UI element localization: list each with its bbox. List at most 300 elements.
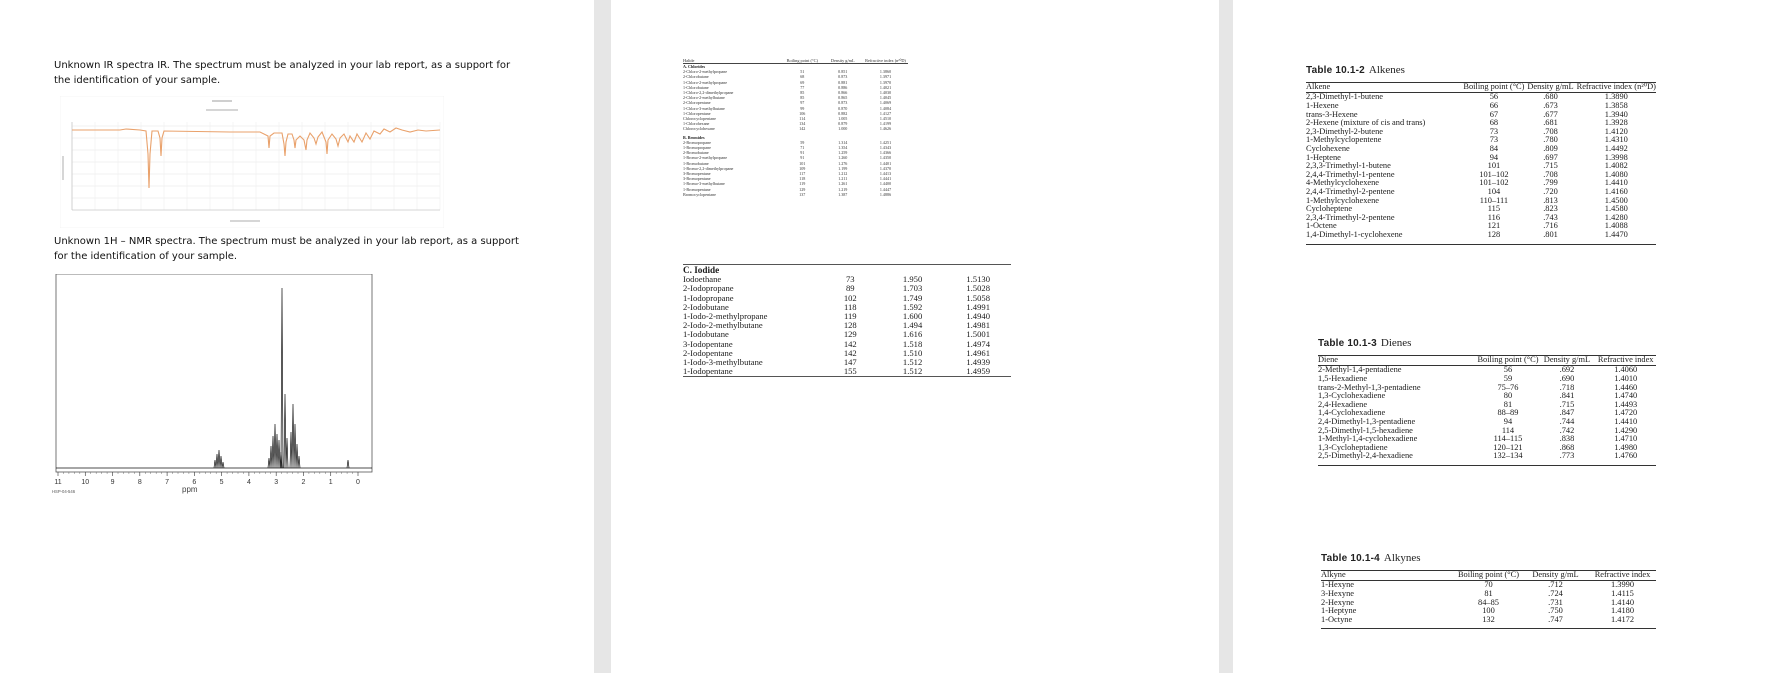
alkenes-table-name: Alkenes: [1368, 64, 1405, 76]
refractive-index-value: 1.4626: [879, 126, 892, 132]
table-row: [1318, 392, 1656, 401]
density-value: 1.005: [838, 116, 848, 122]
alkenes-table-title: [1306, 64, 1656, 76]
compound-name: 1-Chlorohexane: [683, 121, 710, 127]
density-value: .868: [1559, 442, 1575, 452]
refractive-index-value: 1.4981: [966, 320, 990, 331]
boiling-point-value: 73: [1489, 135, 1499, 145]
refractive-index-value: 1.3928: [1604, 118, 1628, 128]
density-value: .823: [1543, 204, 1558, 214]
table-row: [1306, 231, 1656, 244]
boiling-point-value: 109: [799, 165, 806, 171]
nmr-tick-label: 2: [301, 479, 306, 486]
density-value: .742: [1559, 425, 1575, 435]
density-value: 1.259: [838, 150, 848, 156]
refractive-index-value: 1.4470: [1577, 231, 1656, 244]
refractive-index-value: 1.4413: [879, 171, 892, 177]
boiling-point-value: 85: [800, 90, 805, 96]
compound-name: 1-Bromobutane: [683, 160, 709, 166]
refractive-index-value: 1.4974: [966, 338, 990, 349]
density-value: 0.873: [838, 74, 848, 80]
nmr-tick-label: 0: [356, 479, 360, 486]
boiling-point-value: 97: [800, 100, 805, 106]
density-value: .708: [1543, 126, 1558, 136]
compound-name: 2,3-Dimethyl-1-butene: [1306, 92, 1383, 102]
boiling-point-value: 134: [799, 121, 806, 127]
nmr-tick-label: 11: [54, 479, 62, 486]
col-header-halide: Halide: [683, 58, 782, 64]
boiling-point-value: 115: [1487, 204, 1501, 214]
density-value: .715: [1543, 161, 1558, 171]
density-value: .715: [1559, 399, 1575, 409]
density-value: 1.518: [902, 338, 923, 349]
refractive-index-value: 1.4045: [879, 95, 892, 101]
density-value: .731: [1548, 597, 1563, 607]
alkenes-table: [1306, 82, 1656, 245]
refractive-index-value: 1.4760: [1595, 452, 1656, 465]
density-value: 1.703: [902, 283, 923, 294]
boiling-point-value: 142: [843, 347, 857, 358]
refractive-index-value: 1.4720: [1614, 408, 1638, 418]
refractive-index-value: 1.4410: [1614, 416, 1638, 426]
nmr-tick-label: 7: [165, 479, 170, 486]
table-row: [1321, 616, 1656, 629]
boiling-point-value: 101–102: [1479, 178, 1509, 188]
compound-name: 1-Bromo-3-methylbutane: [683, 181, 725, 187]
boiling-point-value: 99: [800, 105, 805, 111]
boiling-point-value: 51: [800, 69, 805, 75]
density-value: .692: [1559, 365, 1575, 375]
iodide-section-title: C. Iodide: [683, 265, 821, 276]
density-value: .716: [1543, 221, 1558, 231]
iodide-table: [683, 264, 1011, 377]
compound-name: Chlorocyclohexane: [683, 126, 715, 132]
refractive-index-value: 1.4961: [966, 347, 990, 358]
refractive-index-value: 1.4492: [1604, 143, 1628, 153]
refractive-index-value: 1.4401: [879, 160, 892, 166]
col-header-density: Density g/mL: [1522, 571, 1589, 581]
compound-name: 2-Chloropentane: [683, 100, 711, 106]
compound-name: trans-2-Methyl-1,3-pentadiene: [1318, 382, 1421, 392]
refractive-index-value: 1.4180: [1610, 606, 1635, 616]
compound-name: 1-Methylcyclopentene: [1306, 135, 1382, 145]
boiling-point-value: 119: [799, 181, 806, 187]
alkenes-table-block: [1306, 64, 1656, 245]
compound-name: 2-Bromobutane: [683, 150, 709, 156]
boiling-point-value: 121: [1487, 221, 1501, 231]
boiling-point-value: 147: [843, 357, 857, 368]
refractive-index-value: 1.4084: [879, 105, 892, 111]
compound-name: 1-Bromo-2-methylpropane: [683, 155, 728, 161]
compound-name: 2-Methyl-1,4-pentadiene: [1318, 365, 1402, 375]
boiling-point-value: 66: [1489, 101, 1499, 110]
alkynes-table-block: [1321, 552, 1656, 629]
compound-name: 1,4-Dimethyl-1-cyclohexene: [1306, 231, 1463, 244]
compound-name: 3-Iodopentane: [683, 338, 733, 349]
col-header-refractive-index: Refractive index (n²⁰D): [863, 58, 908, 64]
table-row: [1318, 452, 1656, 465]
compound-name: trans-3-Hexene: [1306, 109, 1358, 119]
boiling-point-value: 89: [845, 283, 855, 294]
ir-plot-title: [212, 100, 232, 102]
section-title: A. Chlorides: [683, 64, 706, 69]
density-value: .747: [1522, 616, 1589, 629]
density-value: .718: [1559, 382, 1575, 392]
refractive-index-value: 1.5028: [966, 283, 990, 294]
refractive-index-value: 1.4021: [879, 84, 892, 90]
density-value: 1.592: [902, 301, 923, 312]
ir-axis-label: [230, 220, 260, 222]
boiling-point-value: 88–89: [1497, 408, 1519, 418]
boiling-point-value: 71: [800, 145, 805, 151]
compound-name: 2-Iodobutane: [683, 301, 729, 312]
table-row: [683, 367, 1011, 377]
refractive-index-value: 1.3890: [1604, 92, 1628, 102]
boiling-point-value: 128: [843, 320, 857, 331]
compound-name: 1-Chloro-2-methylpropane: [683, 79, 728, 85]
density-value: .801: [1524, 231, 1576, 244]
document-page-2: [611, 0, 1219, 673]
compound-name: 1-Chloro-3-methylbutane: [683, 105, 725, 111]
compound-name: Cycloheptene: [1306, 204, 1353, 214]
col-header-boiling-point: Boiling point (°C): [1463, 82, 1525, 91]
refractive-index-value: 1.4115: [1611, 589, 1634, 598]
boiling-point-value: 85: [800, 95, 805, 101]
nmr-tick-label: 3: [274, 479, 279, 486]
col-header-alkyne: Alkyne: [1321, 571, 1455, 581]
refractive-index-value: 1.3998: [1604, 152, 1628, 162]
refractive-index-value: 1.4370: [879, 165, 892, 171]
refractive-index-value: 1.5130: [966, 274, 990, 285]
col-header-refractive-index: Refractive index: [1589, 571, 1656, 581]
refractive-index-value: 1.5001: [966, 329, 990, 340]
nmr-tick-label: 6: [192, 479, 197, 486]
boiling-point-value: 68: [1489, 118, 1499, 128]
compound-name: 1-Methyl-1,4-cyclohexadiene: [1318, 434, 1418, 444]
refractive-index-value: 1.4441: [879, 176, 892, 182]
boiling-point-value: 69: [800, 79, 805, 85]
density-value: .750: [1548, 606, 1563, 616]
col-header-boiling-point: Boiling point (°C): [1455, 571, 1522, 581]
compound-name: 2-Bromopropane: [683, 139, 711, 145]
refractive-index-value: 1.4940: [966, 311, 990, 322]
compound-name: 1-Iodopentane: [683, 367, 821, 377]
refractive-index-value: 1.4120: [1604, 126, 1628, 136]
refractive-index-value: 1.4310: [1604, 135, 1628, 145]
compound-name: 1-Iodo-3-methylbutane: [683, 357, 763, 368]
boiling-point-value: 81: [1484, 589, 1493, 598]
boiling-point-value: 118: [799, 176, 806, 182]
compound-name: 1-Octyne: [1321, 616, 1455, 629]
compound-name: 2-Iodopropane: [683, 283, 734, 294]
compound-name: 1-Iodopropane: [683, 292, 734, 303]
density-value: 0.873: [838, 100, 848, 106]
nmr-spectrum-figure: [50, 274, 376, 498]
compound-name: 2,4-Hexadiene: [1318, 399, 1368, 409]
compound-name: Cyclohexene: [1306, 143, 1350, 153]
density-value: .813: [1543, 195, 1558, 205]
compound-name: 2,3,3-Trimethyl-1-butene: [1306, 161, 1391, 171]
compound-name: 1-Hexyne: [1321, 580, 1355, 590]
boiling-point-value: 104: [1487, 186, 1501, 196]
compound-name: 1-Iodobutane: [683, 329, 729, 340]
refractive-index-value: 1.3860: [879, 69, 892, 75]
density-value: .724: [1548, 589, 1563, 598]
boiling-point-value: 102: [843, 292, 857, 303]
nmr-tick-label: 1: [328, 479, 333, 486]
boiling-point-value: 84: [1489, 143, 1499, 153]
density-value: 1.749: [902, 292, 923, 303]
refractive-index-value: 1.4280: [1604, 212, 1628, 222]
refractive-index-value: 1.4160: [1604, 186, 1628, 196]
density-value: .712: [1548, 580, 1563, 590]
density-value: 1.512: [902, 357, 923, 368]
density-value: 0.865: [838, 95, 848, 101]
refractive-index-value: 1.4088: [1604, 221, 1628, 231]
density-value: .673: [1543, 101, 1558, 110]
compound-name: 1-Methylcyclohexene: [1306, 195, 1380, 205]
density-value: 1.950: [902, 274, 923, 285]
boiling-point-value: 132: [1455, 616, 1522, 629]
compound-name: 2,5-Dimethyl-1,5-hexadiene: [1318, 425, 1413, 435]
boiling-point-value: 142: [843, 338, 857, 349]
compound-name: 2,3,4-Trimethyl-2-pentene: [1306, 212, 1395, 222]
compound-name: 2-Iodopentane: [683, 347, 733, 358]
refractive-index-value: 1.5058: [966, 292, 990, 303]
density-value: 0.870: [838, 105, 848, 111]
boiling-point-value: 67: [1489, 109, 1499, 119]
boiling-point-value: 94: [1503, 416, 1513, 426]
nmr-axis-unit: ppm: [182, 485, 198, 494]
refractive-index-value: 1.4172: [1589, 616, 1656, 629]
density-value: 0.882: [838, 110, 848, 116]
boiling-point-value: 101: [1487, 161, 1501, 171]
boiling-point-value: 114: [1501, 425, 1515, 435]
alkynes-table-title: [1321, 552, 1656, 564]
refractive-index-value: 1.4030: [879, 90, 892, 96]
density-value: 1.261: [838, 181, 848, 187]
compound-name: Bromocyclopentane: [683, 191, 716, 197]
density-value: 1.314: [838, 139, 848, 145]
table-row: [1306, 136, 1656, 145]
refractive-index-value: 1.4069: [879, 100, 892, 106]
boiling-point-value: 56: [1503, 365, 1513, 375]
density-value: 1.000: [838, 126, 848, 132]
table-row: [1306, 145, 1656, 154]
compound-name: 3-Bromopentane: [683, 176, 711, 182]
alkenes-table-label: Table 10.1-2: [1306, 65, 1365, 76]
col-header-boiling-point: Boiling point (°C): [782, 58, 823, 64]
compound-name: 1-Heptyne: [1321, 606, 1357, 616]
nmr-tick-label: 8: [137, 479, 142, 486]
refractive-index-value: 1.4510: [879, 116, 892, 122]
boiling-point-value: 132–134: [1477, 452, 1538, 465]
boiling-point-value: 118: [843, 301, 857, 312]
density-value: 1.260: [838, 155, 848, 161]
refractive-index-value: 1.4460: [1614, 382, 1638, 392]
density-value: 1.354: [838, 145, 848, 151]
density-value: 1.212: [838, 171, 848, 177]
density-value: .677: [1543, 109, 1558, 119]
boiling-point-value: 116: [1487, 212, 1501, 222]
compound-name: Chlorocyclopentane: [683, 116, 716, 122]
refractive-index-value: 1.4400: [879, 181, 892, 187]
nmr-tick-label: 9: [110, 479, 115, 486]
density-value: .697: [1543, 152, 1558, 162]
col-header-diene: Diene: [1318, 356, 1477, 366]
density-value: .841: [1559, 391, 1575, 401]
refractive-index-value: 1.4251: [879, 139, 892, 145]
compound-name: 2-Chloro-2-methylbutane: [683, 95, 725, 101]
table-row: [1306, 214, 1656, 223]
dienes-table-title: [1318, 337, 1656, 349]
refractive-index-value: 1.4939: [966, 357, 990, 368]
compound-name: 3-Bromopentane: [683, 171, 711, 177]
boiling-point-value: 101–102: [1479, 169, 1509, 179]
density-value: .720: [1543, 186, 1558, 196]
col-header-refractive-index: Refractive index: [1595, 356, 1656, 366]
boiling-point-value: 142: [799, 126, 806, 132]
refractive-index-value: 1.4710: [1614, 434, 1638, 444]
refractive-index-value: 1.3940: [1604, 109, 1628, 119]
density-value: 1.387: [838, 191, 848, 197]
refractive-index-value: 1.4410: [1604, 178, 1628, 188]
compound-name: 2-Hexene (mixture of cis and trans): [1306, 118, 1426, 128]
compound-name: 1-Chlorobutane: [683, 84, 709, 90]
refractive-index-value: 1.4366: [879, 150, 892, 156]
compound-name: 1,4-Cyclohexadiene: [1318, 408, 1386, 418]
refractive-index-value: 1.4980: [1614, 442, 1638, 452]
col-header-alkene: Alkene: [1306, 83, 1463, 93]
boiling-point-value: 114: [799, 116, 806, 122]
density-value: 0.881: [838, 79, 848, 85]
nmr-code-label: HSP-04-546: [52, 489, 76, 494]
refractive-index-value: 1.3970: [879, 79, 892, 85]
density-value: 0.879: [838, 121, 848, 127]
density-value: .743: [1543, 212, 1558, 222]
dienes-table: [1318, 355, 1656, 466]
compound-name: 1-Hexene: [1306, 101, 1339, 110]
compound-name: 1-Octene: [1306, 221, 1337, 231]
ir-spectrum-figure: [60, 96, 444, 228]
refractive-index-value: 1.4080: [1604, 169, 1628, 179]
density-value: 1.276: [838, 160, 848, 166]
nmr-tick-label: 10: [81, 479, 90, 486]
refractive-index-value: 1.4350: [879, 155, 892, 161]
refractive-index-value: 1.4140: [1610, 597, 1635, 607]
boiling-point-value: 120–121: [1493, 442, 1523, 452]
compound-name: 1,3-Cycloheptadiene: [1318, 442, 1388, 452]
density-value: .690: [1559, 374, 1575, 383]
document-page-3: [1233, 0, 1776, 673]
boiling-point-value: 119: [843, 311, 857, 322]
boiling-point-value: 59: [1503, 374, 1513, 383]
density-value: 1.219: [838, 186, 848, 192]
density-value: .680: [1543, 92, 1558, 102]
dienes-table-label: Table 10.1-3: [1318, 338, 1377, 349]
refractive-index-value: 1.3971: [879, 74, 892, 80]
table-row: [1318, 366, 1656, 375]
boiling-point-value: 91: [800, 155, 805, 161]
compound-name: 1,3-Cyclohexadiene: [1318, 391, 1386, 401]
compound-name: 1-Bromo-2,2-dimethylpropane: [683, 165, 734, 171]
refractive-index-value: 1.4060: [1614, 365, 1638, 375]
table-row: [1306, 93, 1656, 102]
boiling-point-value: 80: [1503, 391, 1513, 401]
boiling-point-value: 81: [1503, 399, 1513, 409]
density-value: .799: [1543, 178, 1558, 188]
boiling-point-value: 68: [800, 74, 805, 80]
refractive-index-value: 1.4740: [1614, 391, 1638, 401]
density-value: .838: [1559, 434, 1575, 444]
boiling-point-value: 94: [1489, 152, 1499, 162]
density-value: 1.494: [902, 320, 923, 331]
boiling-point-value: 129: [799, 186, 806, 192]
refractive-index-value: 1.4447: [879, 186, 892, 192]
nmr-caption: Unknown 1H – NMR spectra. The spectrum must be analyzed in your lab report, as a support for the identification of your sample.: [54, 236, 519, 262]
table-row: [1306, 102, 1656, 111]
density-value: 1.199: [838, 165, 848, 171]
compound-name: 2-Chloro-2-methylpropane: [683, 69, 728, 75]
boiling-point-value: 117: [799, 171, 806, 177]
boiling-point-value: 59: [800, 139, 805, 145]
halide-table-chlorides-bromides: [683, 58, 908, 197]
nmr-tick-label: 4: [246, 479, 251, 486]
dienes-table-name: Dienes: [1380, 337, 1412, 349]
boiling-point-value: 101: [799, 160, 806, 166]
density-value: .847: [1559, 408, 1575, 418]
boiling-point-value: 73: [845, 274, 855, 285]
table-row: [1306, 197, 1656, 206]
density-value: 1.616: [902, 329, 923, 340]
density-value: .744: [1559, 416, 1575, 426]
boiling-point-value: 110–111: [1479, 195, 1509, 205]
density-value: 0.851: [838, 69, 848, 75]
density-value: .681: [1543, 118, 1558, 128]
compound-name: 2-Hexyne: [1321, 597, 1355, 607]
refractive-index-value: 1.4500: [1604, 195, 1628, 205]
refractive-index-value: 1.4886: [879, 191, 892, 197]
boiling-point-value: 114–115: [1493, 434, 1523, 444]
col-header-refractive-index: Refractive index (n²⁰D): [1576, 82, 1656, 91]
density-value: .780: [1543, 135, 1558, 145]
boiling-point-value: 100: [1482, 606, 1495, 616]
boiling-point-value: 75–76: [1497, 382, 1519, 392]
compound-name: 2,4,4-Trimethyl-2-pentene: [1306, 186, 1395, 196]
boiling-point-value: 91: [800, 150, 805, 156]
col-header-density: Density g/mL: [1538, 356, 1595, 366]
refractive-index-value: 1.3990: [1610, 580, 1635, 590]
refractive-index-value: 1.4493: [1614, 399, 1638, 409]
density-value: .773: [1538, 452, 1595, 465]
compound-name: 2,3-Dimethyl-2-butene: [1306, 126, 1383, 136]
boiling-point-value: 137: [799, 191, 806, 197]
document-page-1: [0, 0, 594, 673]
ir-caption: Unknown IR spectra IR. The spectrum must be analyzed in your lab report, as a support for the identification of your sample.: [54, 60, 511, 86]
density-value: 0.866: [838, 90, 848, 96]
ir-y-axis-label: [62, 156, 64, 180]
density-value: .809: [1543, 143, 1558, 153]
refractive-index-value: 1.4127: [879, 110, 892, 116]
density-value: 1.512: [880, 367, 946, 377]
boiling-point-value: 73: [1489, 126, 1499, 136]
nmr-tick-label: 5: [219, 479, 224, 486]
boiling-point-value: 129: [843, 329, 857, 340]
compound-name: 3-Hexyne: [1321, 589, 1355, 598]
refractive-index-value: 1.4010: [1614, 374, 1638, 383]
col-header-density: Density g/mL: [823, 58, 864, 64]
boiling-point-value: 77: [800, 84, 805, 90]
